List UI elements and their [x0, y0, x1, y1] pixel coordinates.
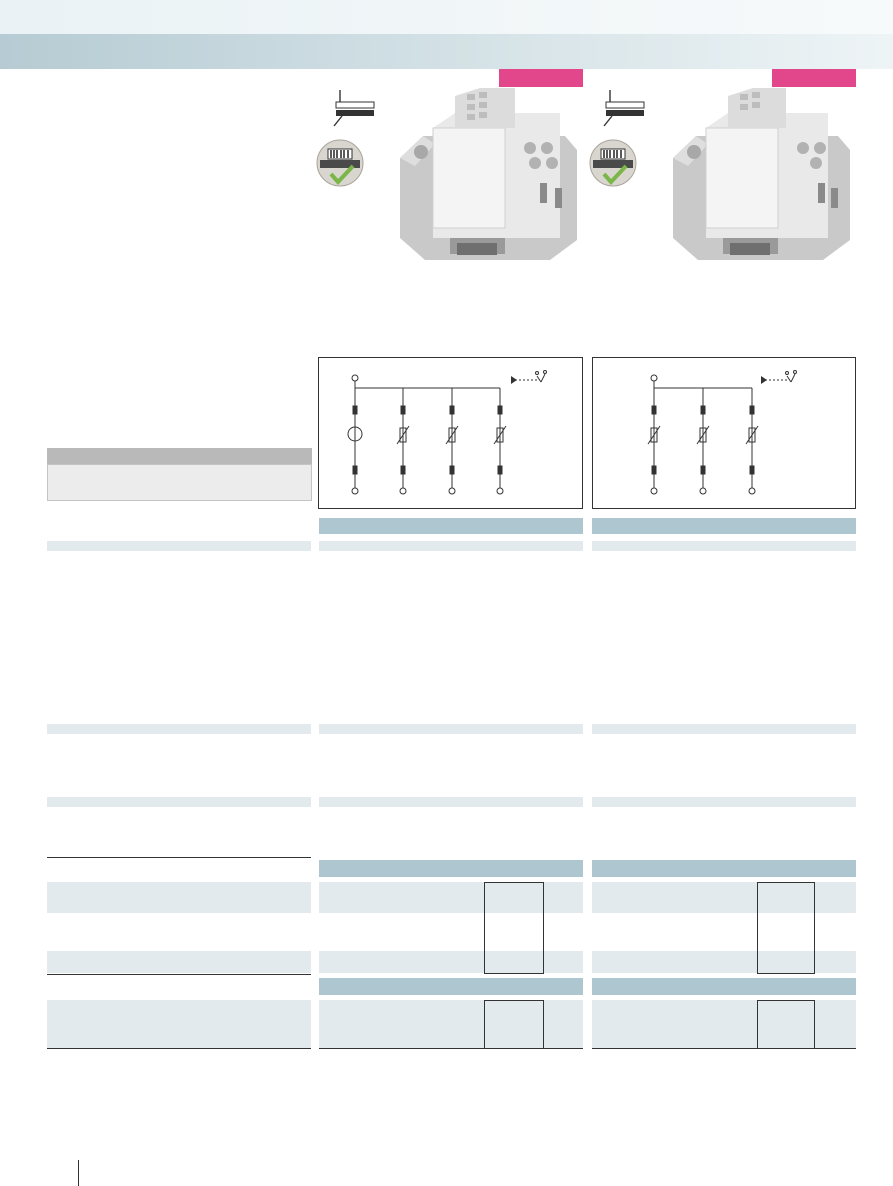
order-table-header-2: [592, 860, 856, 877]
checkmaster-badge-icon: [315, 138, 365, 188]
section-band-left-1: [47, 541, 311, 551]
section-band-col2-2: [592, 724, 856, 734]
surge-arrester-image-1: [395, 88, 580, 263]
accessory-table-header-2: [592, 978, 856, 995]
accessory-table-header-1: [319, 978, 583, 995]
table-row: [47, 1000, 311, 1048]
table-row: [592, 951, 856, 973]
section-band-col1-3: [319, 797, 583, 807]
page-header-top: [0, 0, 893, 34]
pole-1: [348, 388, 362, 494]
pole-2: [697, 388, 709, 494]
pack-unit-box: [484, 882, 544, 974]
pack-unit-box: [757, 882, 815, 974]
section-band-left-3: [47, 797, 311, 807]
pole-3: [446, 388, 458, 494]
table-row: [47, 951, 311, 973]
column-header-1: [319, 518, 583, 534]
info-box-body: [47, 464, 312, 501]
table-rule: [47, 974, 311, 975]
section-band-col1-2: [319, 724, 583, 734]
table-rule: [319, 1048, 583, 1049]
checkmaster-badge-icon: [588, 138, 638, 188]
section-band-col2-3: [592, 797, 856, 807]
pole-1: [648, 388, 660, 494]
product-tag-2: [772, 69, 856, 87]
circuit-diagram-1: [318, 357, 583, 509]
pole-2: [397, 388, 409, 494]
section-band-left-2: [47, 724, 311, 734]
table-row: [592, 1000, 856, 1048]
table-rule: [47, 857, 311, 858]
page-footer-rule: [78, 1160, 79, 1186]
surge-arrester-image-2: [668, 88, 853, 263]
table-rule: [592, 1048, 856, 1049]
pole-4: [494, 388, 506, 494]
section-band-col2-1: [592, 541, 856, 551]
table-row: [592, 882, 856, 913]
pole-3: [746, 388, 758, 494]
table-rule: [47, 1048, 311, 1049]
section-band-col1-1: [319, 541, 583, 551]
page-header-band: [0, 34, 893, 69]
info-box-header: [47, 448, 312, 464]
din-rail-icon: [600, 88, 650, 130]
table-row: [47, 882, 311, 913]
din-rail-icon: [330, 88, 380, 130]
product-tag-1: [499, 69, 583, 87]
order-table-header-1: [319, 860, 583, 877]
pack-unit-box: [484, 1000, 544, 1049]
circuit-diagram-2: [592, 357, 856, 509]
column-header-2: [592, 518, 856, 534]
pack-unit-box: [757, 1000, 815, 1049]
